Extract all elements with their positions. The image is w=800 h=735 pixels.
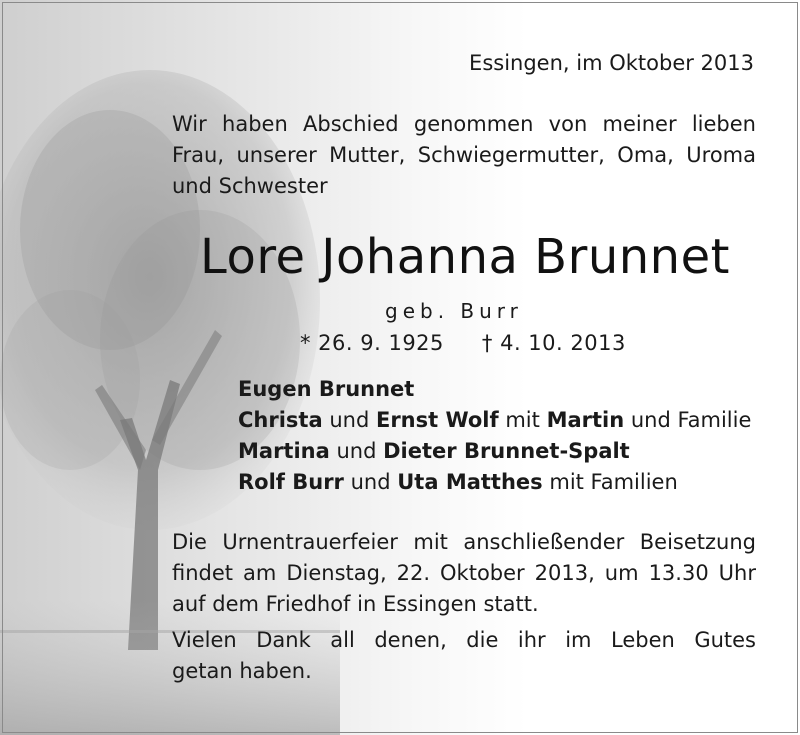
family-line xyxy=(238,374,751,405)
family-list xyxy=(238,374,751,498)
thanks-text xyxy=(172,625,756,687)
life-dates xyxy=(300,328,626,359)
family-name: Rolf Burr xyxy=(238,470,344,494)
ceremony-line: auf dem Friedhof in Essingen statt. xyxy=(172,592,539,616)
thanks-line: getan haben. xyxy=(172,659,312,683)
family-name: Dieter Brunnet-Spalt xyxy=(383,439,630,463)
family-line xyxy=(238,467,751,498)
ceremony-line: Die Urnentrauerfeier mit anschließender Beisetzung xyxy=(172,530,756,554)
born-name: geb. Burr xyxy=(385,299,523,323)
family-line xyxy=(238,436,751,467)
family-name: Ernst Wolf xyxy=(375,408,499,432)
family-name: Uta Matthes xyxy=(397,470,543,494)
place-and-date: Essingen, im Oktober 2013 xyxy=(469,51,754,75)
family-name: Eugen Brunnet xyxy=(238,377,415,401)
connector-word: mit xyxy=(505,408,540,432)
death-date: † 4. 10. 2013 xyxy=(481,331,626,355)
intro-line: Wir haben Abschied genommen von meiner lieben xyxy=(172,112,756,136)
family-name: Martina xyxy=(238,439,330,463)
intro-text xyxy=(172,109,756,202)
connector-word: und Familie xyxy=(630,408,752,432)
connector-word: mit Familien xyxy=(549,470,678,494)
family-name: Christa xyxy=(238,408,323,432)
deceased-name: Lore Johanna Brunnet xyxy=(200,229,730,285)
connector-word: und xyxy=(336,439,377,463)
intro-line: und Schwester xyxy=(172,174,328,198)
connector-word: und xyxy=(350,470,391,494)
birth-date: * 26. 9. 1925 xyxy=(300,331,444,355)
ceremony-line: findet am Dienstag, 22. Oktober 2013, um 13.30 Uhr xyxy=(172,561,756,585)
connector-word: und xyxy=(329,408,370,432)
intro-line: Frau, unserer Mutter, Schwiegermutter, Oma, Uroma xyxy=(172,143,756,167)
family-line xyxy=(238,405,751,436)
thanks-line: Vielen Dank all denen, die ihr im Leben Gutes xyxy=(172,628,756,652)
family-name: Martin xyxy=(546,408,625,432)
ceremony-text xyxy=(172,527,756,620)
